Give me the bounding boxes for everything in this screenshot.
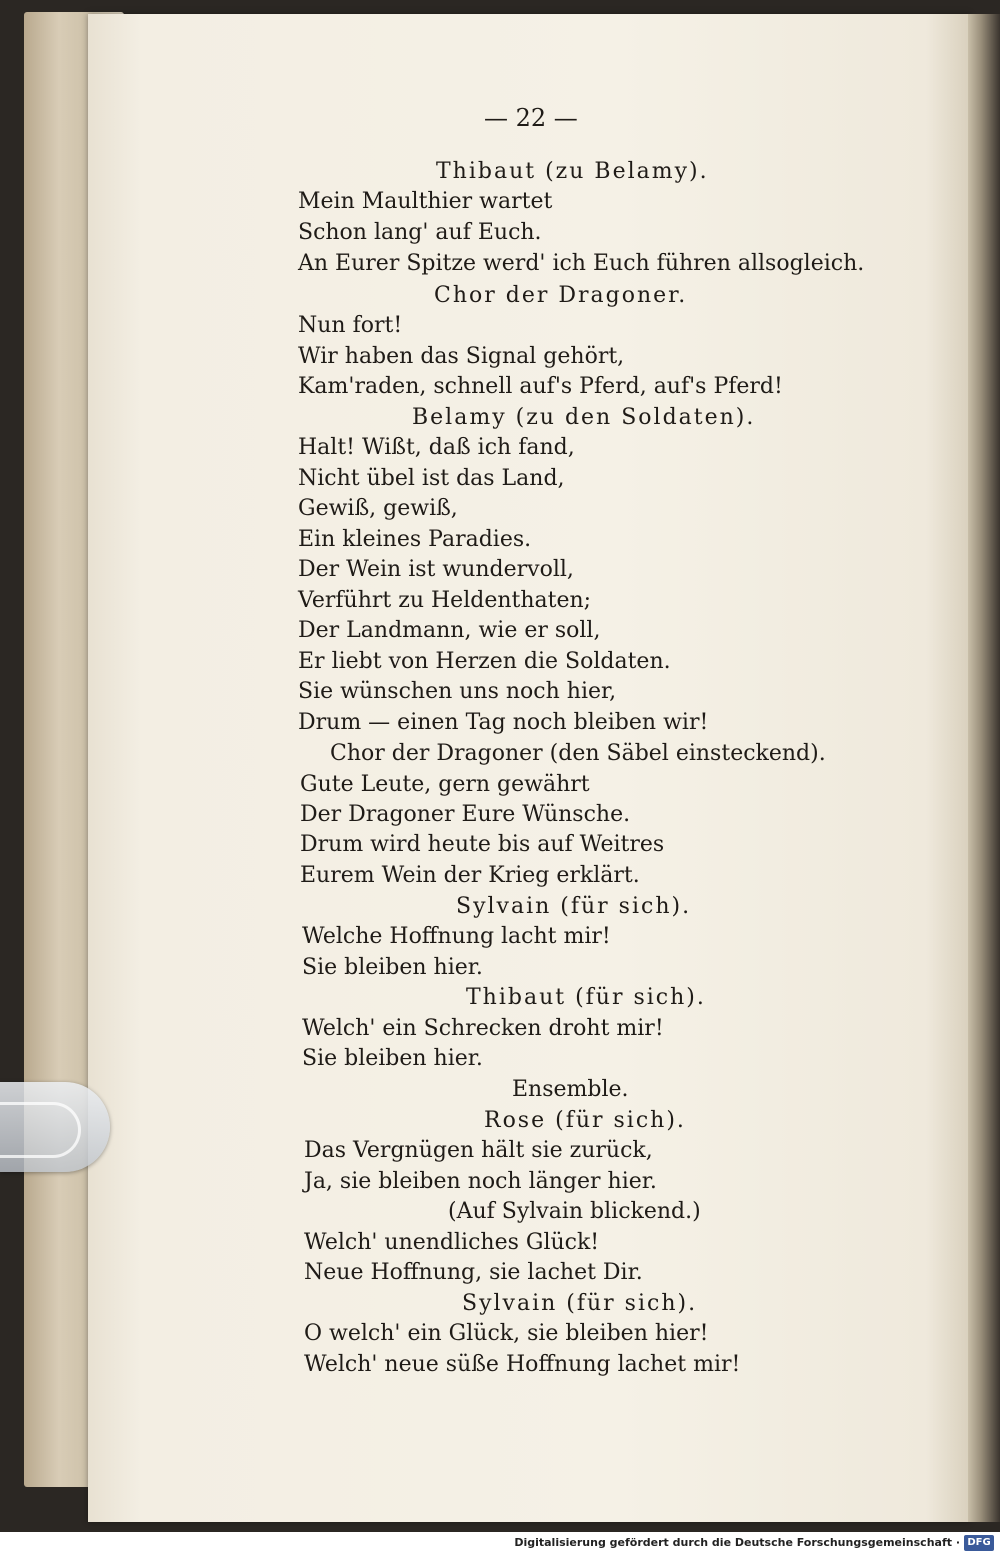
verse-line: Welch' ein Schrecken droht mir! <box>302 1016 664 1041</box>
verse-line: Schon lang' auf Euch. <box>298 220 542 245</box>
verse-line: Er liebt von Herzen die Soldaten. <box>298 649 671 674</box>
section-heading: Ensemble. <box>512 1077 629 1102</box>
verse-line: Gewiß, gewiß, <box>298 496 458 521</box>
verse-line: Der Wein ist wundervoll, <box>298 557 574 582</box>
speaker-heading: Rose (für sich). <box>484 1108 686 1133</box>
stage-direction: (Auf Sylvain blickend.) <box>448 1199 701 1224</box>
verse-line: Das Vergnügen hält sie zurück, <box>304 1138 653 1163</box>
verse-line: Nun fort! <box>298 313 403 338</box>
verse-line: Gute Leute, gern gewährt <box>300 772 590 797</box>
verse-line: Sie bleiben hier. <box>302 1046 483 1071</box>
verse-line: Drum — einen Tag noch bleiben wir! <box>298 710 709 735</box>
verse-line: Welch' unendliches Glück! <box>304 1230 600 1255</box>
verse-line: Der Landmann, wie er soll, <box>298 618 601 643</box>
verse-line: Mein Maulthier wartet <box>298 189 553 214</box>
footer-credit: Digitalisierung gefördert durch die Deutsche Forschungsgemeinschaft · <box>514 1536 960 1549</box>
verse-line: Welch' neue süße Hoffnung lachet mir! <box>304 1352 741 1377</box>
verse-line: Ein kleines Paradies. <box>298 527 532 552</box>
verse-line: Halt! Wißt, daß ich fand, <box>298 435 575 460</box>
speaker-heading: Sylvain (für sich). <box>462 1291 698 1316</box>
dfg-logo: DFG <box>964 1535 994 1551</box>
speaker-heading: Chor der Dragoner (den Säbel einsteckend). <box>330 741 826 766</box>
page-number: — 22 — <box>484 104 578 132</box>
verse-line: Nicht übel ist das Land, <box>298 466 565 491</box>
verse-line: Sie bleiben hier. <box>302 955 483 980</box>
verse-line: Eurem Wein der Krieg erklärt. <box>300 863 640 888</box>
verse-line: Drum wird heute bis auf Weitres <box>300 832 665 857</box>
speaker-heading: Thibaut (zu Belamy). <box>436 159 709 184</box>
footer-bar <box>0 1532 1000 1555</box>
verse-line: Neue Hoffnung, sie lachet Dir. <box>304 1260 643 1285</box>
verse-line: Kam'raden, schnell auf's Pferd, auf's Pferd! <box>298 374 783 399</box>
verse-line: Welche Hoffnung lacht mir! <box>302 924 611 949</box>
speaker-heading: Sylvain (für sich). <box>456 894 692 919</box>
verse-line: Ja, sie bleiben noch länger hier. <box>304 1169 657 1194</box>
speaker-heading: Belamy (zu den Soldaten). <box>412 405 756 430</box>
verse-line: Sie wünschen uns noch hier, <box>298 679 617 704</box>
speaker-heading: Thibaut (für sich). <box>466 985 706 1010</box>
verse-line: O welch' ein Glück, sie bleiben hier! <box>304 1321 709 1346</box>
verse-line: Verführt zu Heldenthaten; <box>298 588 592 613</box>
speaker-heading: Chor der Dragoner. <box>434 283 688 308</box>
verse-line: An Eurer Spitze werd' ich Euch führen allsogleich. <box>298 251 865 276</box>
verse-line: Der Dragoner Eure Wünsche. <box>300 802 631 827</box>
verse-line: Wir haben das Signal gehört, <box>298 344 625 369</box>
